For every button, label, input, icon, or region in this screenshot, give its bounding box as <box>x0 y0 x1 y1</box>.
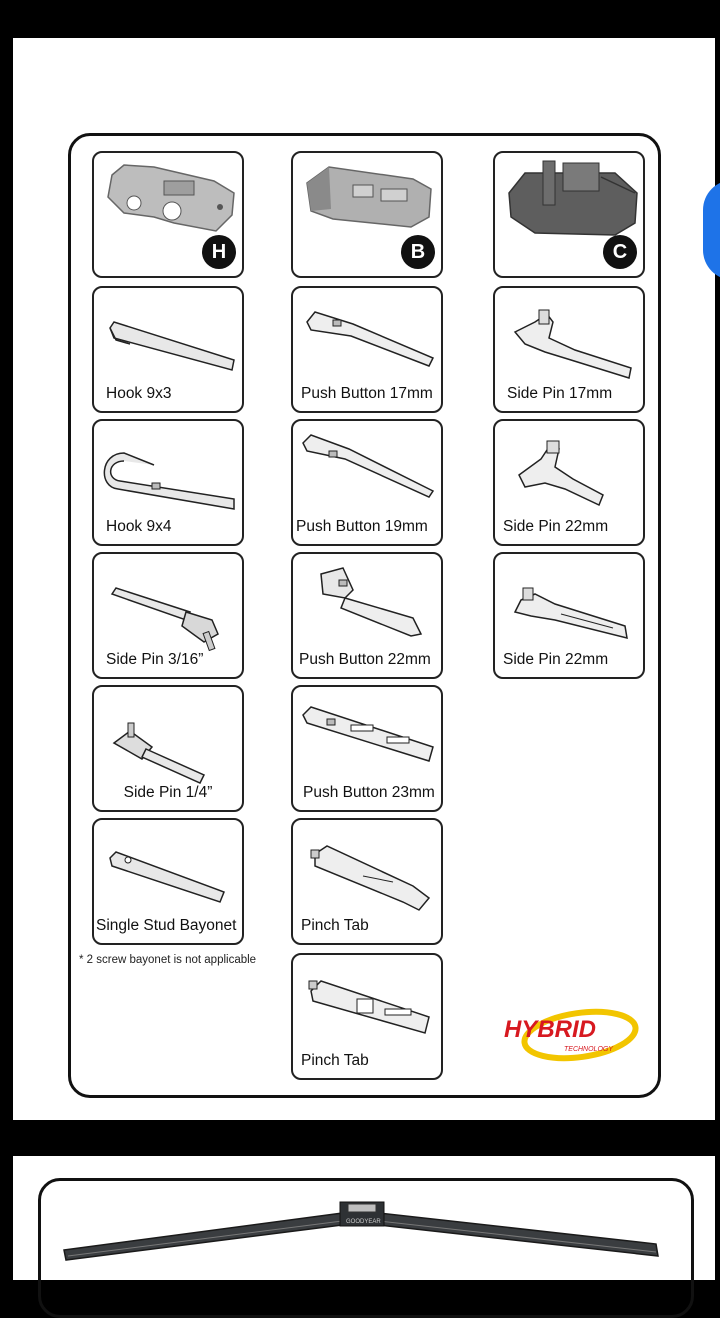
arm-label: Side Pin 22mm <box>503 651 609 668</box>
arm-label: Side Pin 3/16” <box>106 651 204 668</box>
arm-label: Push Button 17mm <box>301 385 433 402</box>
svg-text:GOODYEAR: GOODYEAR <box>346 1219 381 1225</box>
adapter-h-card <box>92 151 244 278</box>
arm-label: Side Pin 17mm <box>507 385 613 402</box>
arm-label: Side Pin 1/4” <box>123 784 213 801</box>
arm-side-pin-22-alt-card <box>493 552 645 679</box>
arm-label: Side Pin 22mm <box>503 518 609 535</box>
wiper-blade-image <box>60 1196 664 1280</box>
svg-text:HYBRID: HYBRID <box>504 1016 597 1043</box>
adapter-c-card <box>493 151 645 278</box>
arm-label: Pinch Tab <box>301 1052 369 1069</box>
arm-push-button-17-card <box>291 286 443 413</box>
arm-pinch-tab-2-card <box>291 953 443 1080</box>
arm-label: Single Stud Bayonet <box>96 917 237 934</box>
arm-label: Hook 9x3 <box>106 385 172 402</box>
badge-h: H <box>202 235 236 269</box>
arm-side-pin-1-4-card <box>92 685 244 812</box>
arm-side-pin-17-card <box>493 286 645 413</box>
arm-push-button-23-card <box>291 685 443 812</box>
arm-single-stud-bayonet-card <box>92 818 244 945</box>
svg-text:TECHNOLOGY: TECHNOLOGY <box>564 1046 614 1053</box>
badge-c: C <box>603 235 637 269</box>
badge-b: B <box>401 235 435 269</box>
arm-side-pin-3-16-card <box>92 552 244 679</box>
arm-pinch-tab-1-card <box>291 818 443 945</box>
arm-push-button-19-card <box>291 419 443 546</box>
footnote: * 2 screw bayonet is not applicable <box>79 954 257 966</box>
arm-label: Push Button 23mm <box>303 784 435 801</box>
hybrid-technology-logo <box>498 1003 648 1073</box>
arm-label: Push Button 22mm <box>299 651 431 668</box>
arm-label: Hook 9x4 <box>106 518 172 535</box>
arm-push-button-22-card <box>291 552 443 679</box>
arm-label: Push Button 19mm <box>296 518 428 535</box>
arm-side-pin-22-card <box>493 419 645 546</box>
arm-label: Pinch Tab <box>301 917 369 934</box>
arm-hook-9x3-card <box>92 286 244 413</box>
arm-hook-9x4-card <box>92 419 244 546</box>
adapter-b-card <box>291 151 443 278</box>
